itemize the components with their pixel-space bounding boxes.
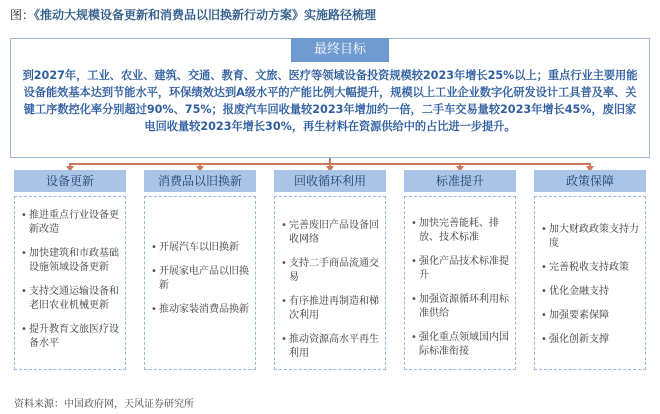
list-item: • 完善税收支持政策	[541, 261, 639, 275]
list-item: • 加强资源循环利用标准供给	[411, 293, 509, 321]
list-item: • 有序推进再制造和梯次利用	[281, 295, 379, 323]
source-note: 资料来源：中国政府网，天风证券研究所	[14, 399, 194, 410]
list-item: • 加快完善能耗、排放、技术标准	[411, 217, 509, 245]
list-item: • 完善废旧产品设备回收网络	[281, 219, 379, 247]
goal-box	[10, 38, 650, 158]
list-item: • 支持交通运输设备和老旧农业机械更新	[21, 285, 119, 313]
list-item: • 推进重点行业设备更新改造	[21, 209, 119, 237]
list-item: • 强化重点领域国内国际标准衔接	[411, 331, 509, 359]
column-body-equipment-renewal	[14, 196, 126, 370]
figure-title-prefix: 图：	[10, 8, 35, 22]
column-header-equipment-renewal: 设备更新	[14, 170, 126, 192]
column-header-policy-support: 政策保障	[534, 170, 646, 192]
figure-title-main: 《推动大规模设备更新和消费品以旧换新行动方案》	[34, 8, 305, 22]
list-item: • 强化产品技术标准提升	[411, 255, 509, 283]
column-body-standards	[404, 196, 516, 370]
list-item: • 加大财政政策支持力度	[541, 223, 639, 251]
column-body-recycling	[274, 196, 386, 370]
column-header-standards: 标准提升	[404, 170, 516, 192]
list-item: • 加快建筑和市政基础设施领域设备更新	[21, 247, 119, 275]
list-item: • 支持二手商品流通交易	[281, 257, 379, 285]
column-header-recycling: 回收循环利用	[274, 170, 386, 192]
column-header-consumer-trade-in: 消费品以旧换新	[144, 170, 256, 192]
figure-title	[10, 6, 376, 23]
goal-text: 到2027年，工业、农业、建筑、交通、教育、文旅、医疗等领域设备投资规模较2023年增长25%以上；重点行业主要用能设备能效基本达到节能水平，环保绩效达到A级水平的产能比例大幅提升，规模以上工业企业数字化研发设计工具普及率、关键工序数控化率分别超过90%、75%；报废汽车回收量较2023年增加约一倍，二手车交易量较2023年增长45%，废旧家电回收量较2023年增长30%，再生材料在资源供给中的占比进一步提升。	[22, 69, 638, 133]
column-body-consumer-trade-in	[144, 196, 256, 370]
column-body-policy-support	[534, 196, 646, 370]
figure-title-suffix: 实施路径梳理	[304, 8, 377, 22]
list-item: • 开展家电产品以旧换新	[151, 265, 249, 293]
list-item: • 开展汽车以旧换新	[151, 241, 249, 255]
goal-title: 最终目标	[291, 38, 389, 62]
list-item: • 加强要素保障	[541, 309, 639, 323]
list-item: • 强化创新支撑	[541, 333, 639, 347]
list-item: • 推动家装消费品换新	[151, 303, 249, 317]
list-item: • 提升教育文旅医疗设备水平	[21, 323, 119, 351]
list-item: • 优化金融支持	[541, 285, 639, 299]
list-item: • 推动资源高水平再生利用	[281, 333, 379, 361]
